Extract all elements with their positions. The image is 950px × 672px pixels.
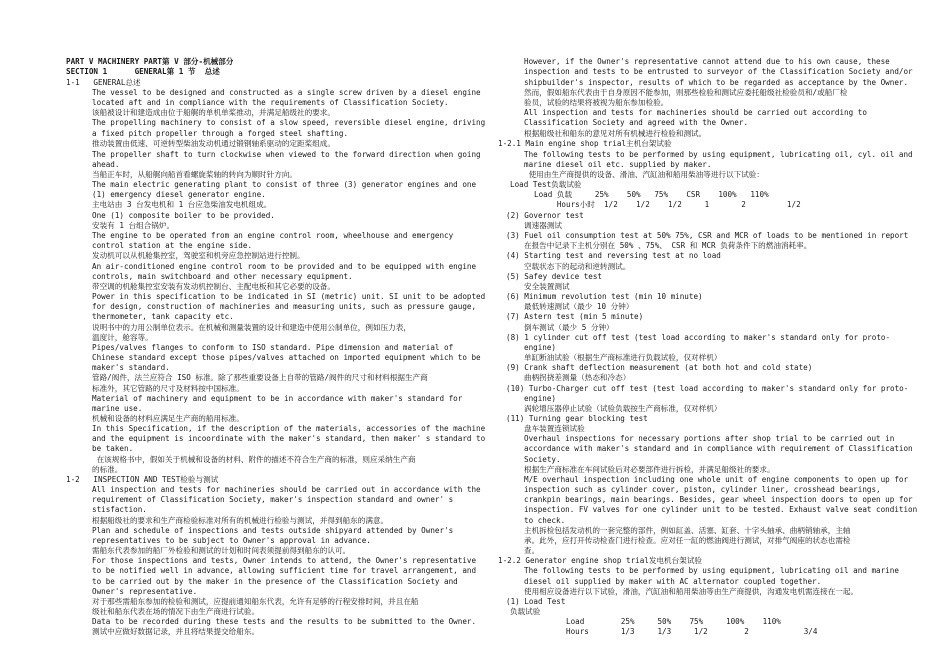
right-text-line: Society. [524,455,561,464]
left-text-line: controls, main switchboard and other necessary equipment. [92,272,353,281]
left-text-line: SECTION 1 GENERAL第 1 节 总述 [66,67,220,76]
left-text-line: 级社和船东代表在场的情况下由生产商进行试验。 [92,607,260,616]
left-text-line: One (1) composite boiler to be provided. [92,211,275,220]
left-text-line: requirement of Classification Society, maker's inspection standard and owner' s [92,495,454,504]
right-text-line: inspection and tests to be entrusted to surveyor of the Classification Society and/or [524,67,913,76]
right-text-line: All inspection and tests for machineries should be carried out according to [524,108,867,117]
left-text-line: Pipes/valves flanges to conform to ISO standard. Pipe dimension and material of [92,343,454,352]
left-text-line: and the equipment is incoordinate with the maker's standard, then maker' s standard to [92,434,486,443]
right-text-line: shipbuilder's inspector, results of which to be regarded as acceptance by the Owner. [524,78,909,87]
right-text-line: Overhaul inspections for necessary portions after shop trial to be carried out in [524,434,895,443]
left-text-line: For those inspections and tests, Owner intends to attend, the Owner's representative [92,556,477,565]
right-text-line: (4) Starting test and reversing test at no load [506,251,721,260]
left-text-line: 根据船级社的要求和生产商检验标准对所有的机械进行检验与测试，并得到船东的满意。 [92,516,389,525]
right-text-line: 主机拆检包括发动机的一套完整的部件，例如缸盖、活塞、缸套、十字头轴承、曲柄销轴承，主轴 [524,526,851,535]
right-text-line: The following tests to be performed by using equipment, lubricating oil and marine [524,566,899,575]
right-text-line: 在报告中记录下主机分别在 50% 、75%、 CSR 和 MCR 负荷条件下的燃油消耗率。 [524,241,812,250]
left-text-line: PART V MACHINERY PART第 V 部分-机械部分 [66,57,234,66]
left-text-line: control station at the engine side. [92,241,253,250]
left-text-line: 发动机可以从机舱集控室，驾驶室和机旁应急控制站进行控制。 [92,251,305,260]
left-text-line: to be notified well in advance, allowing sufficient time for travel arrangement, and [92,566,477,575]
right-text-line: to check. [524,516,566,525]
left-text-line: Material of machinery and equipment to be in accordance with maker's standard for [92,394,463,403]
right-text-line: (8) 1 cylinder cut off test (test load according to maker's standard only for proto- [506,333,891,342]
right-text-line: However, if the Owner's representative cannot attend due to his own cause, these [524,57,890,66]
right-text-line: 使用由生产商提供的设备、滑油、汽缸油和船用柴油等进行以下试验： [524,170,764,179]
right-text-line: (1) Load Test [506,597,566,606]
left-text-line: The engine to be operated from an engine control room, wheelhouse and emergency [92,231,454,240]
left-text-line: 说明书中的力用公制单位表示。在机械和测量装置的设计和建造中使用公制单位，例如压力表， [92,323,411,332]
left-text-line: thermometer, tank capacity etc. [92,312,234,321]
left-text-line: a fixed pitch propeller through a forged steel shafting. [92,129,349,138]
right-text-line: Hours小时 1/2 1/2 1/2 1 2 1/2 [534,200,801,209]
left-text-line: Chinese standard except those pipes/valves attached on imported equipment which to be [92,353,481,362]
left-text-line: In this Specification, if the description of the materials, accessories of the machine [92,424,486,433]
right-text-line: 根据船级社和船东的意见对所有机械进行检验和测试。 [524,129,707,138]
left-text-line: for design, construction of machineries and measuring units, such as pressure gauge, [92,302,477,311]
left-text-line: 带空调的机舱集控室安装有发动机控制台、主配电板和其它必要的设备。 [92,282,335,291]
right-text-line: (9) Crank shaft deflection measurement (at both hot and cold state) [506,363,813,372]
right-text-line: engine) [524,394,557,403]
right-text-line: 调速器测试 [524,221,562,230]
left-text-line: 机械和设备的材料应满足生产商的船用标准。 [92,414,244,423]
left-text-line: representatives to be subject to Owner's approval in advance. [92,536,371,545]
right-text-line: 根据生产商标准在车间试验后对必要部件进行拆检，并满足船级社的要求。 [524,465,775,474]
left-text-line: 管路/阀件，法兰应符合 ISO 标准。除了那些重要设备上自带的管路/阀件的尺寸和材料根据生产商 [92,373,428,382]
right-text-line: Classification Society and agreed with the Owner. [524,118,749,127]
left-text-line: 需船东代表参加的船厂外检验和测试的计划和时间表须提前得到船东的认可。 [92,546,351,555]
left-text-line: 在该规格书中，假如关于机械和设备的材料、附件的描述不符合生产商的标准，则应采纳生产商 [92,455,416,464]
right-text-line: 单缸断油试验（根据生产商标准进行负载试验，仅对样机） [524,353,722,362]
left-text-line: 的标准。 [92,465,123,474]
left-text-line: Power in this specification to be indicated in SI (metric) unit. SI unit to be adopted [92,292,486,301]
right-text-line: The following tests to be performed by using equipment, lubricating oil, cyl. oil and [524,150,913,159]
right-text-line: (3) Fuel oil consumption test at 50% 75%, CSR and MCR of loads to be mentioned in report [506,231,909,240]
left-text-line: (1) emergency diesel generator engine. [92,190,266,199]
left-text-line: 当船正车时，从船艉向船首看螺旋桨轴的转向为顺时针方向。 [92,170,298,179]
left-text-line: be taken. [92,444,134,453]
left-text-line: 安装有 1 台组合锅炉。 [92,221,175,230]
right-text-line: inspection. FV valves for one cylinder unit to be tested. Exhaust valve seat condition [524,505,918,514]
right-text-line: 曲柄拐挠差测量（热态和冷态） [524,373,631,382]
left-text-line: 1-1 GENERAL总述 [66,78,141,87]
right-text-line: 最低转速测试（最少 10 分钟） [524,302,634,311]
right-text-line: crankpin bearings, main bearings. Besides, gear wheel inspection doors to open up for [524,495,913,504]
right-text-line: Load 负载 25% 50% 75% CSR 100% 110% [534,190,769,199]
left-text-line: 1-2 INSPECTION AND TEST检验与测试 [66,475,219,484]
left-text-line: 温度计，舱容等。 [92,333,153,342]
right-text-line: 安全装置测试 [524,282,570,291]
left-text-line: The main electric generating plant to consist of three (3) generator engines and one [92,180,477,189]
right-text-line: 1-2.1 Main engine shop trial主机台架试验 [498,139,672,148]
right-text-line: (5) Safey device test [506,272,603,281]
left-text-line: An air-conditioned engine control room to be provided and to be equipped with engine [92,262,477,271]
right-text-line: engine) [524,343,557,352]
left-text-line: ahead. [92,160,120,169]
right-text-line: 盘车装置连锁试验 [524,424,585,433]
right-text-line: Load Test负载试验 [510,180,582,189]
left-text-line: Data to be recorded during these tests and the results to be submitted to the Owner. [92,617,477,626]
left-text-line: 对于那些需船东参加的检验和测试，应提前通知船东代表，允许有足够的行程安排时间，并且在船 [92,597,419,606]
right-text-line: 涡轮增压器停止试验（试验负载按生产商标准，仅对样机） [524,404,722,413]
left-text-line: marine use. [92,404,143,413]
right-text-line: (10) Turbo-Charger cut off test (test load according to maker's standard only for proto- [506,384,909,393]
right-text-line: 然而，假如船东代表由于自身原因不能参加，则那些检验和测试应委托船级社检验员和/或船厂检 [524,88,848,97]
right-text-line: (6) Minimum revolution test (min 10 minute) [506,292,703,301]
left-text-line: The propeller shaft to turn clockwise when viewed to the forward direction when going [92,150,481,159]
right-text-line: Hours 1/3 1/3 1/2 2 3/4 [534,627,818,636]
left-text-line: to be carried out by the maker in the presence of the Classification Society and [92,577,458,586]
right-text-line: (11) Turning gear blocking test [506,414,648,423]
right-text-line: marine diesel oil etc. supplied by maker. [524,160,712,169]
left-text-line: 主电站由 3 台发电机和 1 台应急柴油发电机组成。 [92,200,272,209]
right-text-line: 负载试验 [510,607,541,616]
right-text-line: accordance with maker's standard and in compliance with requirement of Classification [524,444,913,453]
right-text-line: 查。 [524,546,540,555]
right-text-line: (2) Governor test [506,211,584,220]
right-text-line: 使用相应设备进行以下试验，滑油，汽缸油和船用柴油等由生产商提供，沟通发电机需连接在一起。 [524,587,859,596]
right-text-line: M/E overhaul inspection including one whole unit of engine components to open up for [524,475,909,484]
left-text-line: stisfaction. [92,505,147,514]
left-text-line: 测试中应做好数据记录，并且将结果提交给船东。 [92,627,260,636]
left-text-line: The vessel to be designed and constructed as a single screw driven by a diesel engine [92,88,481,97]
right-text-line: (7) Astern test (min 5 minute) [506,312,644,321]
left-text-line: 该船被设计和建造成由位于船艉的单机单桨推动，并满足船级社的要求。 [92,108,335,117]
left-text-line: Owner's representative. [92,587,198,596]
right-text-line: Load 25% 50% 75% 100% 110% [534,617,781,626]
left-text-line: Plan and schedule of inspections and tests outside shipyard attended by Owner's [92,526,454,535]
right-text-line: 1-2.2 Generator engine shop trial发电机台架试验 [498,556,703,565]
left-text-line: The propelling machinery to consist of a slow speed, reversible diesel engine, driving [92,118,486,127]
left-text-line: maker's standard. [92,363,170,372]
left-text-line: located aft and in compliance with the requirements of Classification Society. [92,98,449,107]
left-text-line: 标准外，其它管路的尺寸及材料按中国标准。 [92,384,244,393]
right-text-line: 倒车测试（最少 5 分钟） [524,323,614,332]
right-text-line: diesel oil supplied by maker with AC alternator coupled together. [524,577,822,586]
left-text-line: All inspection and tests for machineries should be carried out in accordance with the [92,485,481,494]
right-text-line: 验员，试验的结果将被视为船东参加检验。 [524,98,669,107]
left-text-line: 推动装置由低速、可逆转型柴油发动机通过锻钢轴系驱动的定距桨组成。 [92,139,335,148]
right-text-line: 承。此外，应打开传动检查门进行检查。应对任一缸的燃油阀进行测试，对排气阀座的状态也需检 [524,536,851,545]
right-text-line: 空载状态下的起动和逆转测试。 [524,262,631,271]
right-text-line: inspection such as cylinder cover, piston, cylinder liner, crosshead bearings, [524,485,881,494]
